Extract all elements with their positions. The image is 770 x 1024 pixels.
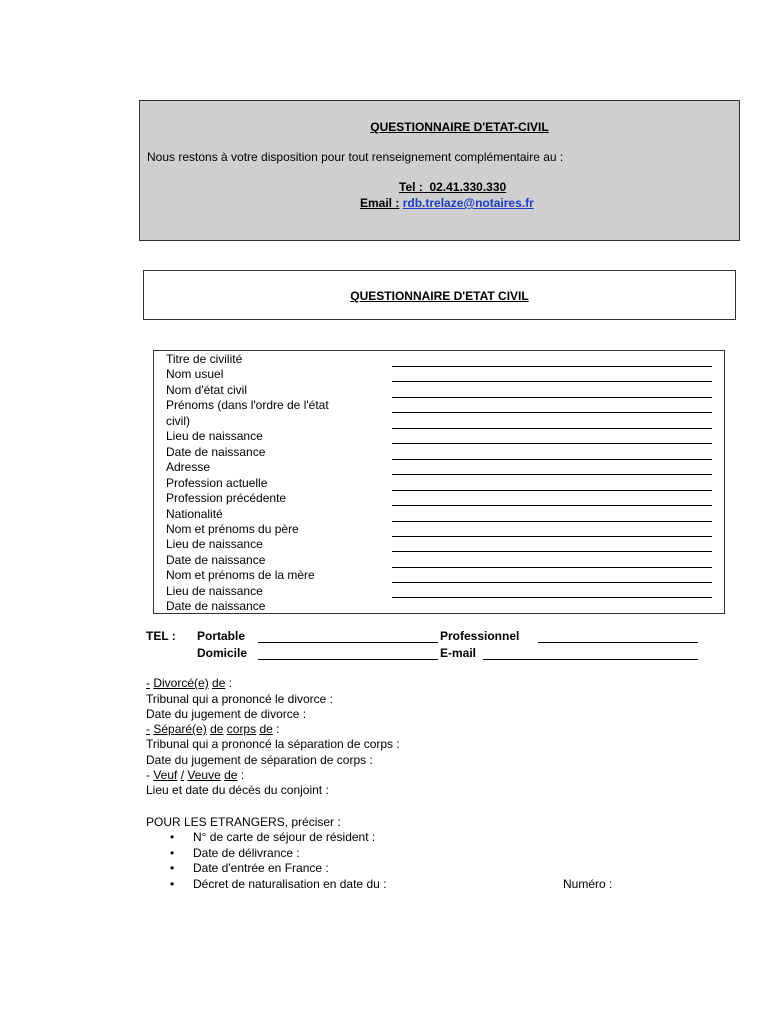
etranger-delivrance: Date de délivrance : <box>193 846 300 860</box>
field-label-adresse: Adresse <box>166 460 211 474</box>
field-input-pere-lieu[interactable] <box>392 551 712 552</box>
divorce-de: de <box>212 676 226 690</box>
domicile-input[interactable] <box>258 659 438 660</box>
veuf-word: Veuf <box>153 768 178 782</box>
bullet-3: • <box>170 861 175 875</box>
field-label-nationalite: Nationalité <box>166 507 223 521</box>
separe-de2: de <box>259 722 273 736</box>
divorce-word: Divorcé(e) <box>153 676 209 690</box>
field-label-prenoms-cont: civil) <box>166 414 190 428</box>
field-input-profession-actuelle[interactable] <box>392 490 712 491</box>
field-label-profession-actuelle: Profession actuelle <box>166 476 268 490</box>
field-label-nom-etat-civil: Nom d'état civil <box>166 383 247 397</box>
field-label-mere-date: Date de naissance <box>166 599 266 613</box>
field-input-titre[interactable] <box>392 366 712 367</box>
separe-corps: corps <box>226 722 257 736</box>
field-label-pere-lieu: Lieu de naissance <box>166 537 263 551</box>
phone-label: Tel : <box>399 180 423 194</box>
etranger-numero: Numéro : <box>563 877 613 891</box>
separe-heading <box>146 722 280 737</box>
field-label-mere-lieu: Lieu de naissance <box>166 584 263 598</box>
separe-prefix: - <box>146 722 150 736</box>
email-field-label: E-mail <box>440 646 477 660</box>
email-input[interactable] <box>483 659 698 660</box>
field-label-prenoms <box>166 398 382 413</box>
domicile-label: Domicile <box>197 646 248 660</box>
veuve-word: Veuve <box>187 768 221 782</box>
field-input-pere-date[interactable] <box>392 567 712 568</box>
portable-input[interactable] <box>258 642 438 643</box>
contact-header-box <box>139 100 740 241</box>
veuf-de: de <box>224 768 238 782</box>
portable-label: Portable <box>197 629 246 643</box>
field-input-prenoms-2[interactable] <box>392 428 712 429</box>
veuf-slash: / <box>180 768 185 782</box>
field-input-nom-etat-civil[interactable] <box>392 397 712 398</box>
etranger-entree: Date d'entrée en France : <box>193 861 329 875</box>
header-title: QUESTIONNAIRE D'ETAT-CIVIL <box>370 120 549 134</box>
tel-label: TEL : <box>146 629 176 643</box>
divorce-date: Date du jugement de divorce : <box>146 707 307 721</box>
bullet-4: • <box>170 877 175 891</box>
bullet-1: • <box>170 830 175 844</box>
veuf-prefix: - <box>146 768 150 782</box>
field-input-date-naissance[interactable] <box>392 459 712 460</box>
field-label-titre: Titre de civilité <box>166 352 243 366</box>
email-label: Email : <box>360 196 400 210</box>
etranger-decret: Décret de naturalisation en date du : <box>193 877 387 891</box>
separe-tribunal: Tribunal qui a prononcé la séparation de corps : <box>146 737 400 751</box>
veuf-heading <box>146 768 244 783</box>
divorce-prefix: - <box>146 676 150 690</box>
separe-de1: de <box>210 722 224 736</box>
field-label-nom-usuel: Nom usuel <box>166 367 224 381</box>
field-input-adresse[interactable] <box>392 474 712 475</box>
field-label-profession-precedente: Profession précédente <box>166 491 287 505</box>
header-phone <box>399 180 506 194</box>
phone-value: 02.41.330.330 <box>429 180 507 194</box>
field-label-lieu-naissance: Lieu de naissance <box>166 429 263 443</box>
field-label-pere-date: Date de naissance <box>166 553 266 567</box>
field-input-profession-precedente[interactable] <box>392 505 712 506</box>
divorce-heading <box>146 676 232 691</box>
field-input-lieu-naissance[interactable] <box>392 443 712 444</box>
field-input-nationalite[interactable] <box>392 521 712 522</box>
field-label-pere: Nom et prénoms du père <box>166 522 299 536</box>
field-label-mere: Nom et prénoms de la mère <box>166 568 315 582</box>
etranger-carte-sejour: N° de carte de séjour de résident : <box>193 830 376 844</box>
field-label-prenoms-text: Prénoms (dans l'ordre de l'état <box>166 398 329 412</box>
professionnel-label: Professionnel <box>440 629 520 643</box>
field-input-mere-lieu[interactable] <box>392 597 712 598</box>
form-title-box <box>143 270 736 320</box>
header-intro: Nous restons à votre disposition pour tout renseignement complémentaire au : <box>147 150 564 164</box>
bullet-2: • <box>170 846 175 860</box>
etrangers-heading: POUR LES ETRANGERS, préciser : <box>146 815 341 829</box>
separe-suffix: : <box>276 722 280 736</box>
field-input-mere[interactable] <box>392 582 712 583</box>
veuf-suffix: : <box>240 768 245 782</box>
field-input-pere[interactable] <box>392 536 712 537</box>
professionnel-input[interactable] <box>538 642 698 643</box>
field-input-nom-usuel[interactable] <box>392 381 712 382</box>
email-link[interactable]: rdb.trelaze@notaires.fr <box>402 196 534 210</box>
divorce-tribunal: Tribunal qui a prononcé le divorce : <box>146 692 333 706</box>
field-input-prenoms[interactable] <box>392 412 712 413</box>
civil-status-fields <box>153 350 725 614</box>
form-title: QUESTIONNAIRE D'ETAT CIVIL <box>350 289 529 303</box>
deces: Lieu et date du décès du conjoint : <box>146 783 329 797</box>
header-email <box>360 196 534 210</box>
field-label-date-naissance: Date de naissance <box>166 445 266 459</box>
separe-date: Date du jugement de séparation de corps : <box>146 753 373 767</box>
divorce-suffix: : <box>228 676 233 690</box>
separe-word: Séparé(e) <box>153 722 207 736</box>
